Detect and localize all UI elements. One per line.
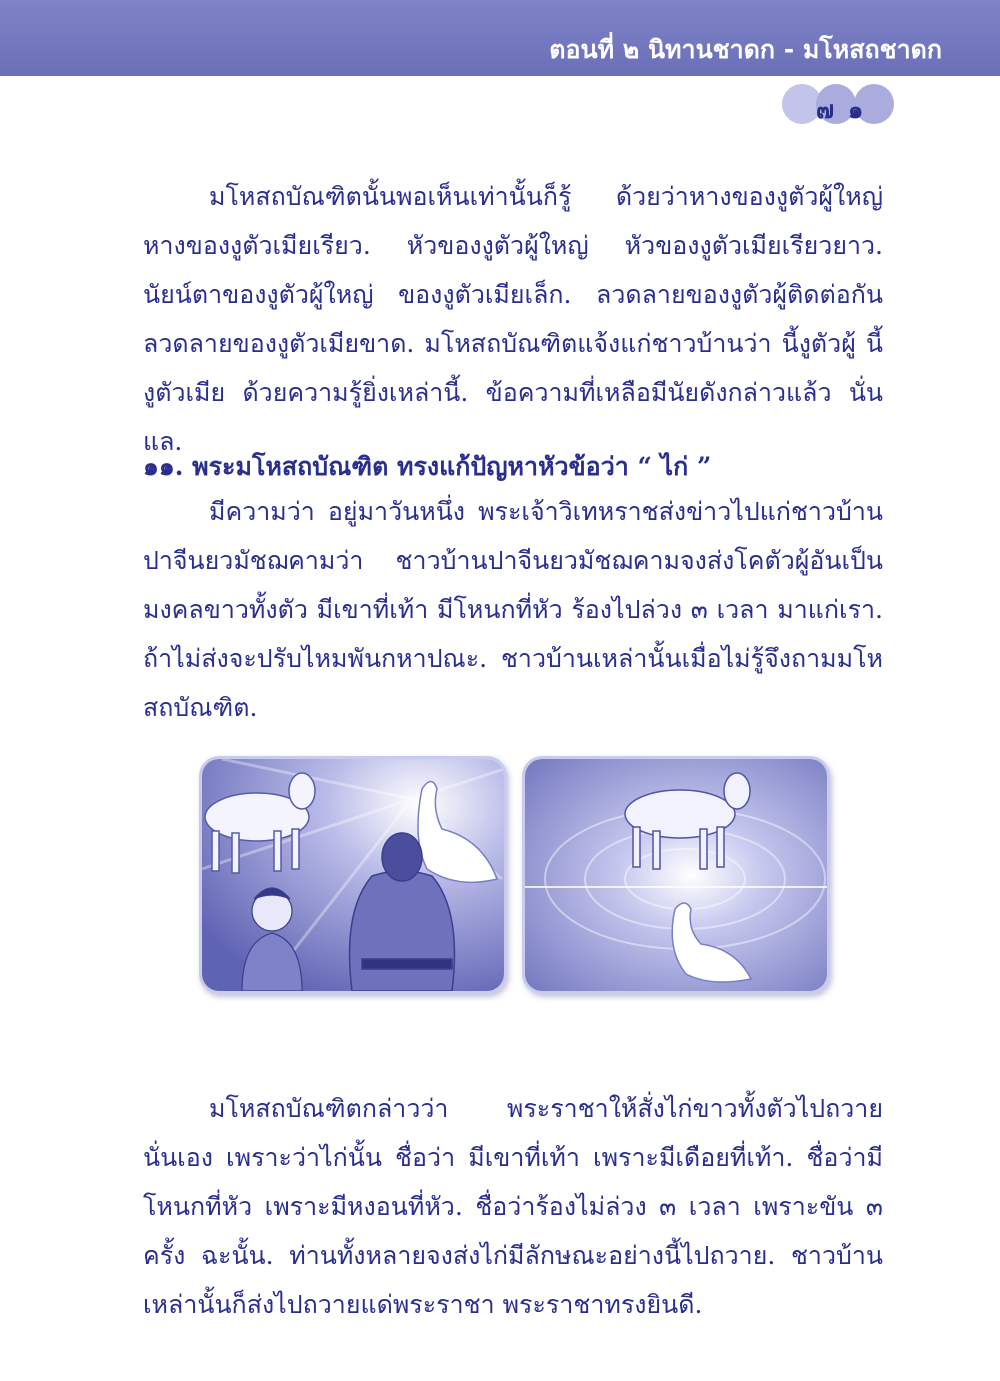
paragraph-snake-explanation: มโหสถบัณฑิตนั้นพอเห็นเท่านั้นก็รู้ ด้วยว่าหางของงูตัวผู้ใหญ่ หางของงูตัวเมียเรียว. หัวของงูตัวผู้ใหญ่ หัวของงูตัวเมียเรียวยาว. นัยน์ตาของงูตัวผู้ใหญ่ ของงูตัวเมียเล็ก. ลวดลายของงูตัวผู้ติดต่อกัน ลวดลายของงูตัวเมียขาด. มโหสถบัณฑิตแจ้งแก่ชาวบ้านว่า นี้งูตัวผู้ นี้งูตัวเมีย ด้วยความรู้ยิ่งเหล่านี้. ข้อความที่เหลือมีนัยดังกล่าวแล้ว นั่นแล. [143,182,883,456]
page-number: ๗๑ [816,96,878,124]
section-heading: ๑๑. พระมโหสถบัณฑิต ทรงแก้ปัญหาหัวข้อว่า “ ไก่ ” [143,452,712,481]
illustration-bull-and-rooster [522,756,830,994]
illustration-mahosadha-and-villager [199,756,507,994]
paragraph-king-request: มีความว่า อยู่มาวันหนึ่ง พระเจ้าวิเทหราชส่งข่าวไปแก่ชาวบ้านปาจีนยวมัชฌคามว่า ชาวบ้านปาจีนยวมัชฌคามจงส่งโคตัวผู้อันเป็นมงคลขาวทั้งตัว มีเขาที่เท้า มีโหนกที่หัว ร้องไปล่วง ๓ เวลา มาแก่เรา. ถ้าไม่ส่งจะปรับไหมพันกหาปณะ. ชาวบ้านเหล่านั้นเมื่อไม่รู้จึงถามมโหสถบัณฑิต. [143,497,883,722]
paragraph-rooster-answer: มโหสถบัณฑิตกล่าวว่า พระราชาให้สั่งไก่ขาวทั้งตัวไปถวายนั่นเอง เพราะว่าไก่นั้น ชื่อว่า มีเขาที่เท้า เพราะมีเดือยที่เท้า. ชื่อว่ามีโหนกที่หัว เพราะมีหงอนที่หัว. ชื่อว่าร้องไม่ล่วง ๓ เวลา เพราะขัน ๓ ครั้ง ฉะนั้น. ท่านทั้งหลายจงส่งไก่มีลักษณะอย่างนี้ไปถวาย. ชาวบ้านเหล่านั้นก็ส่งไปถวายแด่พระราชา พระราชาทรงยินดี. [143,1094,883,1319]
page-number-badge [782,84,902,126]
header-bar [0,0,1000,76]
chapter-title: ตอนที่ ๒ นิทานชาดก - มโหสถชาดก [549,35,942,64]
